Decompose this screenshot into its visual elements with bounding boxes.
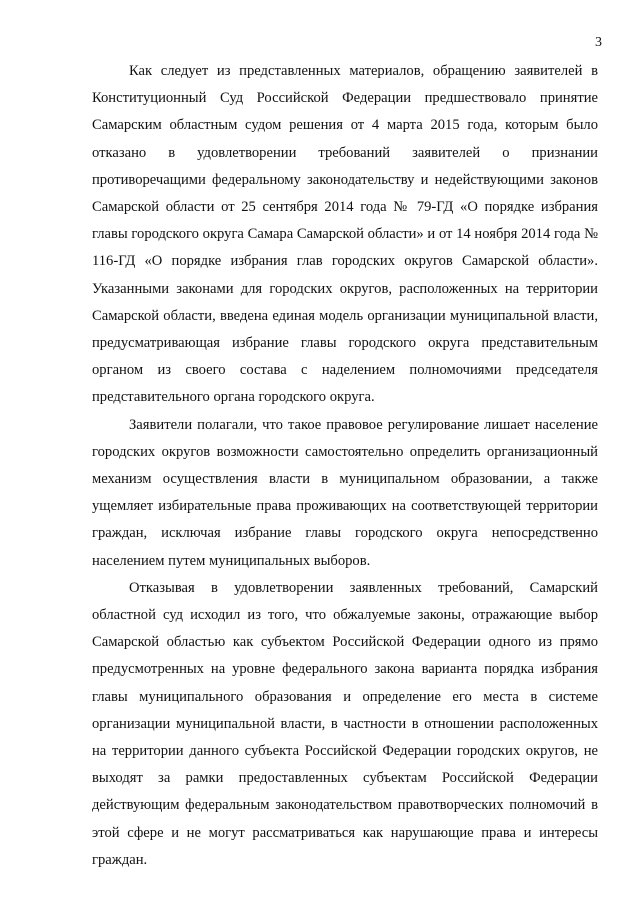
paragraph-2: Заявители полагали, что такое правовое регулирование лишает население городских округов возможности самостоятельно определить организационный механизм осуществления власти в муниципальном образовании, а также ущемляет избирательные права проживающих на соответствующей территории граждан, исключая избрание главы городского округа непосредственно населением путем муниципальных выборов. [92, 416, 598, 569]
document-body [92, 58, 598, 874]
paragraph-3: Отказывая в удовлетворении заявленных требований, Самарский областной суд исходил из того, что обжалуемые законы, отражающие выбор Самарской областью как субъектом Российской Федерации одного из прямо предусмотренных на уровне федерального закона варианта порядка избрания главы муниципального образования и определение его места в системе организации муниципальной власти, в частности в отношении расположенных на территории данного субъекта Российской Федерации городских округов, не выходят за рамки предоставленных субъектам Российской Федерации действующим федеральным законодательством правотворческих полномочий в этой сфере и не могут рассматриваться как нарушающие права и интересы граждан. [92, 579, 598, 868]
page-number: 3 [595, 35, 602, 50]
paragraph-1: Как следует из представленных материалов, обращению заявителей в Конституционный Суд Российской Федерации предшествовало принятие Самарским областным судом решения от 4 марта 2015 года, которым было отказано в удовлетворении требований заявителей о признании противоречащими федеральному законодательству и недействующими законов Самарской области от 25 сентября 2014 года № 79-ГД «О порядке избрания главы городского округа Самара Самарской области» и от 14 ноября 2014 года № 116-ГД «О порядке избрания глав городских округов Самарской области». Указанными законами для городских округов, расположенных на территории Самарской области, введена единая модель организации муниципальной власти, предусматривающая избрание главы городского округа представительным органом из своего состава с наделением полномочиями председателя представительного органа городского округа. [92, 63, 598, 406]
